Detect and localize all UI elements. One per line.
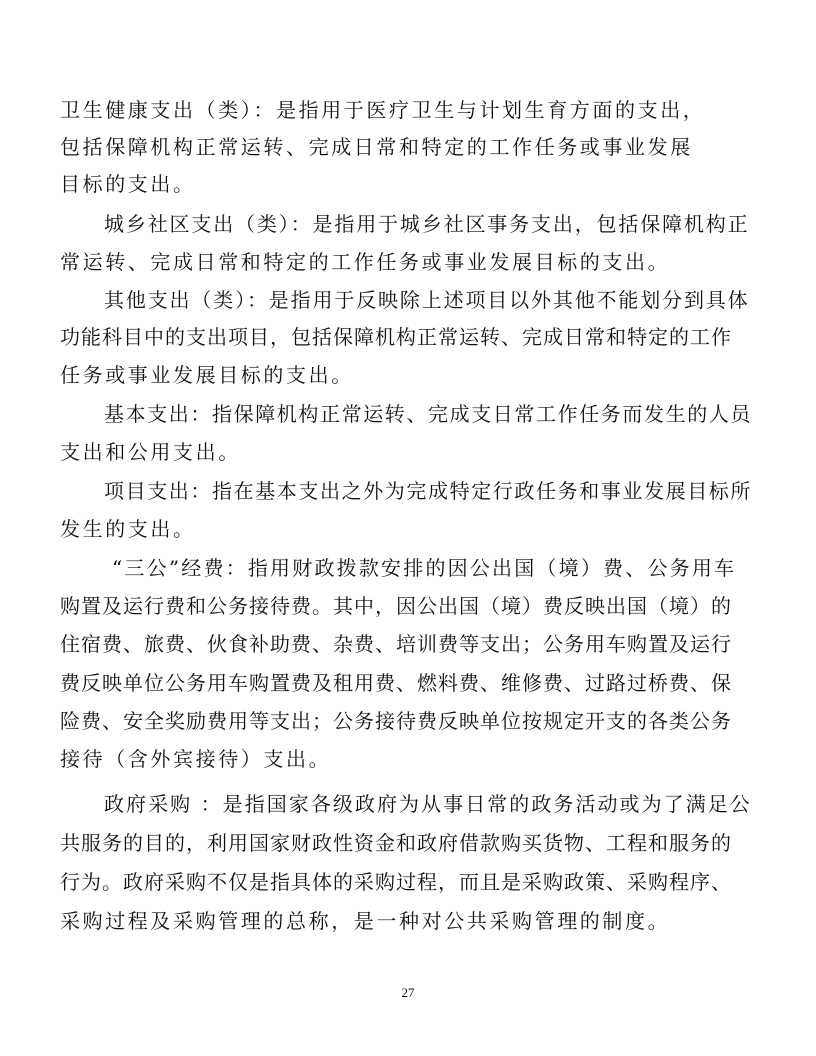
three-public-line-1: “三公”经费：指用财政拨款安排的因公出国（境）费、公务用车 [112,556,737,580]
government-procurement-line-2: 共服务的目的，利用国家财政性资金和政府借款购买货物、工程和服务的 [60,831,732,855]
other-expenditure-line-2: 功能科目中的支出项目，包括保障机构正常运转、完成日常和特定的工作 [60,325,732,349]
page-number: 27 [401,985,415,1000]
government-procurement-line-1: 政府采购 ：是指国家各级政府为从事日常的政务活动或为了满足公 [104,792,752,816]
three-public-line-6: 接待（含外宾接待）支出。 [60,747,332,771]
three-public-line-5: 险费、安全奖励费用等支出；公务接待费反映单位按规定开支的各类公务 [60,709,732,733]
community-expenditure-line-2: 常运转、完成日常和特定的工作任务或事业发展目标的支出。 [60,250,671,274]
three-public-line-2: 购置及运行费和公务接待费。其中，因公出国（境）费反映出国（境）的 [60,594,732,618]
government-procurement-line-4: 采购过程及采购管理的总称，是一种对公共采购管理的制度。 [60,909,671,933]
community-expenditure-line-1: 城乡社区支出（类）：是指用于城乡社区事务支出，包括保障机构正 [104,212,750,236]
other-expenditure-line-3: 任务或事业发展目标的支出。 [60,363,354,387]
three-public-line-4: 费反映单位公务用车购置费及租用费、燃料费、维修费、过路过桥费、保 [60,671,732,695]
other-expenditure-line-1: 其他支出（类）：是指用于反映除上述项目以外其他不能划分到具体 [104,288,750,312]
health-expenditure-line-1: 卫生健康支出（类）：是指用于医疗卫生与计划生育方面的支出， [60,98,706,122]
project-expenditure-line-2: 发生的支出。 [60,517,196,541]
government-procurement-line-3: 行为。政府采购不仅是指具体的采购过程，而且是采购政策、采购程序、 [60,870,732,894]
health-expenditure-line-2: 包括保障机构正常运转、完成日常和特定的工作任务或事业发展 [60,135,693,159]
project-expenditure-line-1: 项目支出：指在基本支出之外为完成特定行政任务和事业发展目标所 [104,479,752,503]
three-public-line-3: 住宿费、旅费、伙食补助费、杂费、培训费等支出；公务用车购置及运行 [60,632,732,656]
health-expenditure-line-3: 目标的支出。 [60,172,196,196]
basic-expenditure-line-1: 基本支出：指保障机构正常运转、完成支日常工作任务而发生的人员 [104,402,752,426]
basic-expenditure-line-2: 支出和公用支出。 [60,440,241,464]
